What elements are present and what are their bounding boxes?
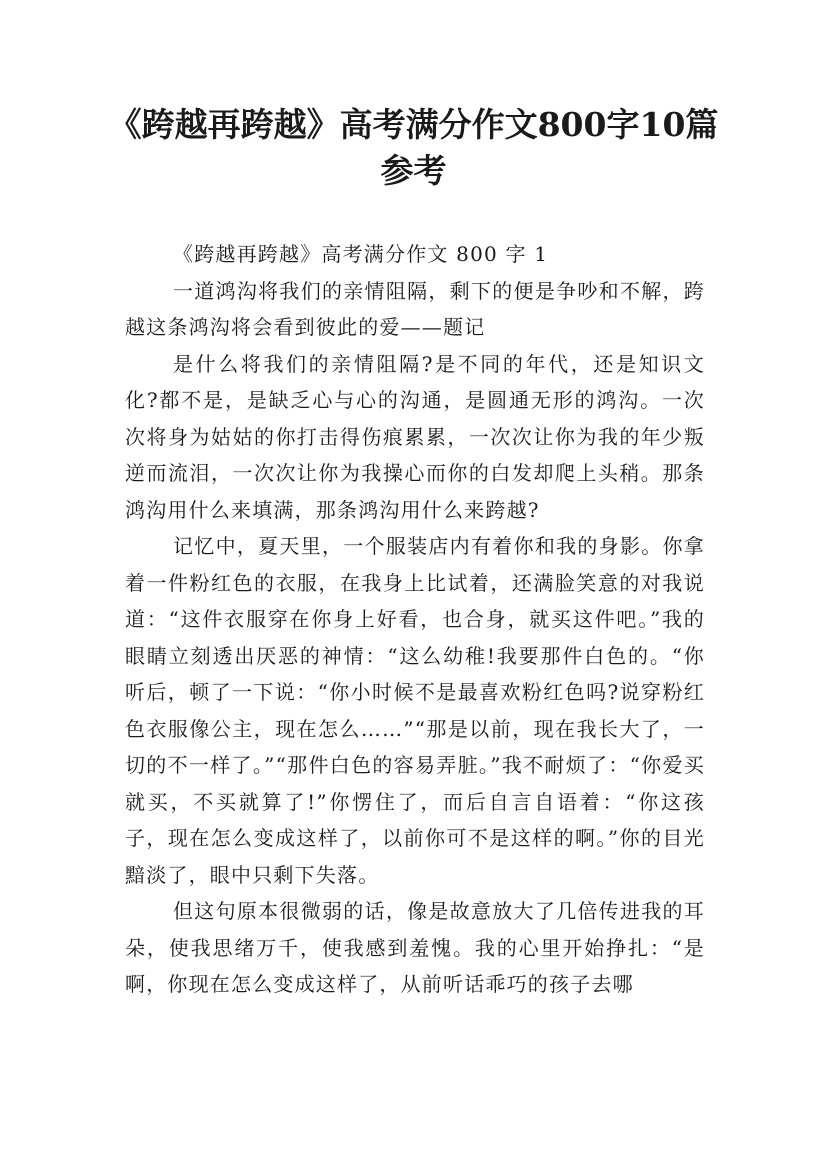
essay-body: [125, 236, 705, 1003]
document-title-line-2: 参考: [380, 151, 447, 190]
essay-paragraph: 记忆中，夏天里，一个服装店内有着你和我的身影。你拿着一件粉红色的衣服，在我身上比试着，还满脸笑意的对我说道：“这件衣服穿在你身上好看，也合身，就买这件吧。”我的眼睛立刻透出厌恶的神情：“这么幼稚!我要那件白色的。“你听后，顿了一下说：“你小时候不是最喜欢粉红色吗?说穿粉红色衣服像公主，现在怎么……”“那是以前，现在我长大了，一切的不一样了。”“那件白色的容易弄脏。”我不耐烦了：“你爱买就买，不买就算了!”你愣住了，而后自言自语着：“你这孩子，现在怎么变成这样了，以前你可不是这样的啊。”你的目光黯淡了，眼中只剩下失落。: [125, 534, 705, 887]
document-title-line-1: 《跨越再跨越》高考满分作文800字10篇: [108, 105, 719, 144]
essay-subtitle: 《跨越再跨越》高考满分作文 800 字 1: [173, 242, 549, 266]
essay-paragraph: 但这句原本很微弱的话，像是故意放大了几倍传进我的耳朵，使我思绪万千，使我感到羞愧。我的心里开始挣扎：“是啊，你现在怎么变成这样了，从前听话乖巧的孩子去哪: [125, 899, 705, 996]
essay-epigraph: 一道鸿沟将我们的亲情阻隔，剩下的便是争吵和不解，跨越这条鸿沟将会看到彼此的爱——题记: [125, 278, 705, 339]
essay-paragraph: 是什么将我们的亲情阻隔?是不同的年代，还是知识文化?都不是，是缺乏心与心的沟通，是圆通无形的鸿沟。一次次将身为姑姑的你打击得伤痕累累，一次次让你为我的年少叛逆而流泪，一次次让你为我操心而你的白发却爬上头稍。那条鸿沟用什么来填满，那条鸿沟用什么来跨越?: [125, 351, 705, 522]
